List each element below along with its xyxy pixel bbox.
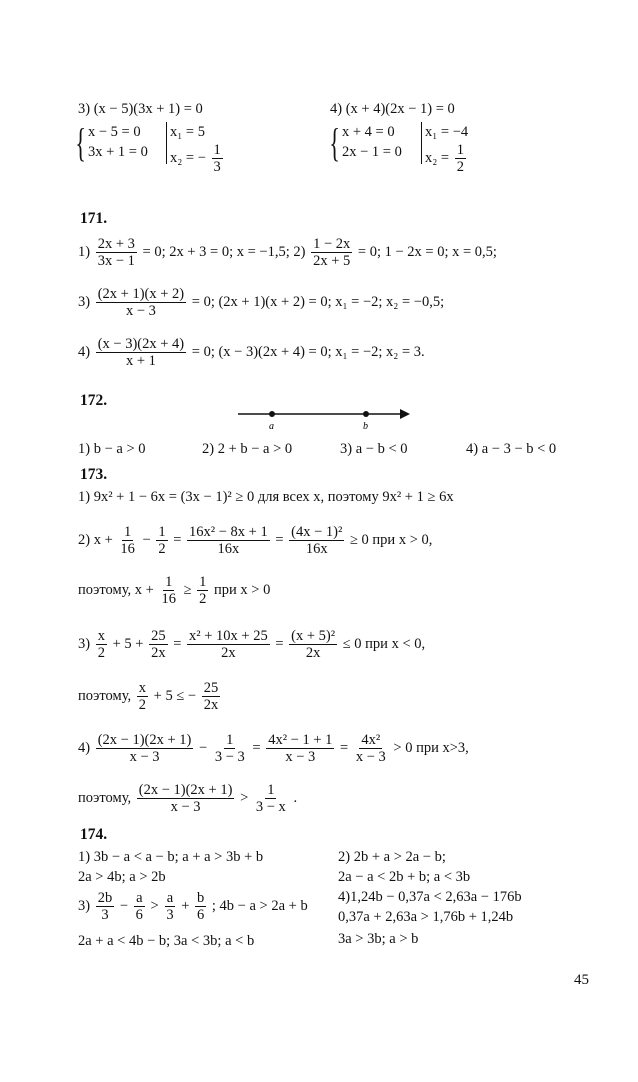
- item-number: 3): [78, 293, 91, 310]
- fraction: [149, 628, 168, 661]
- numerator: 1: [456, 142, 464, 158]
- fraction: [213, 732, 247, 765]
- numerator: a: [166, 890, 174, 906]
- ineq-173-2: [78, 524, 432, 557]
- fraction: [187, 628, 270, 661]
- system-170-4-right: [421, 122, 469, 175]
- fraction: [134, 890, 145, 923]
- item-number: 1): [78, 243, 91, 260]
- numerator: 2b: [97, 890, 113, 906]
- denominator: 3: [213, 159, 221, 175]
- equation-text: = 0; 1 − 2x = 0; x = 0,5;: [357, 243, 497, 260]
- ineq-174-1: 1) 3b − a < a − b; a + a > 3b + b: [78, 849, 264, 865]
- denominator: x − 3: [355, 749, 386, 765]
- numerator: 1: [213, 142, 221, 158]
- equation-text: поэтому,: [78, 687, 132, 704]
- point-a: [269, 411, 275, 417]
- denominator: 6: [197, 907, 205, 923]
- operator: + 5 +: [112, 635, 144, 652]
- equation-text: > 0 при x>3,: [393, 739, 469, 756]
- system-170-3-left: [88, 122, 148, 162]
- numerator: a: [136, 890, 143, 906]
- denominator: 2x: [151, 645, 166, 661]
- numerator: 1: [165, 574, 173, 590]
- operator: −: [199, 739, 208, 756]
- problem-174-title: 174.: [80, 826, 108, 843]
- numerator: 25: [203, 680, 219, 696]
- item-number: 3): [78, 635, 91, 652]
- fraction: [187, 524, 270, 557]
- ineq-174-3: [78, 890, 308, 923]
- numerator: x: [138, 680, 147, 696]
- ineq-172-3: 3) a − b < 0: [340, 441, 408, 457]
- ineq-174-3b: 2a + a < 4b − b; 3a < 3b; a < b: [78, 933, 255, 949]
- fraction: [96, 236, 137, 269]
- equation-text: .: [293, 789, 298, 806]
- operator: =: [252, 739, 261, 756]
- ineq-172-1: 1) b − a > 0: [78, 441, 146, 457]
- label-b: b: [363, 421, 368, 430]
- denominator: x + 1: [125, 353, 156, 369]
- denominator: 3: [101, 907, 109, 923]
- denominator: 2: [97, 645, 105, 661]
- numerator: 4x²: [361, 732, 381, 748]
- numerator: (4x − 1)²: [291, 524, 343, 540]
- equation-text: поэтому,: [78, 789, 132, 806]
- system-170-4-left: [342, 122, 402, 162]
- ineq-174-1b: 2a > 4b; a > 2b: [78, 869, 166, 885]
- numerator: 4x² − 1 + 1: [268, 732, 333, 748]
- fraction: [96, 336, 186, 369]
- fraction: [96, 890, 115, 923]
- fraction: [96, 628, 107, 661]
- numerator: 1: [158, 524, 166, 540]
- equation-text: = 0; (x − 3)(2x + 4) = 0; x₁ = −2; x₂ = 3.: [191, 343, 425, 360]
- operator: + 5 ≤ −: [153, 687, 197, 704]
- fraction: [96, 286, 186, 319]
- fraction: [137, 782, 235, 815]
- denominator: 16: [161, 591, 176, 607]
- page-number: 45: [574, 972, 589, 988]
- root-label: x₂ = −: [170, 149, 206, 166]
- numerator: (x − 3)(2x + 4): [97, 336, 185, 352]
- ineq-174-2b: 2a − a < 2b + b; a < 3b: [338, 869, 471, 885]
- eq-171-1: [78, 236, 497, 269]
- fraction: [311, 236, 352, 269]
- operator: ≥: [183, 581, 192, 598]
- numerator: b: [197, 890, 205, 906]
- denominator: 2x: [203, 697, 219, 713]
- denominator: 3x − 1: [97, 253, 135, 269]
- equation-text: = 0; 2x + 3 = 0; x = −1,5; 2): [142, 243, 306, 260]
- arrow-head-icon: [400, 409, 410, 419]
- problem-172-title: 172.: [80, 392, 108, 409]
- denominator: 16x: [305, 541, 328, 557]
- numerator: 2x + 3: [97, 236, 135, 252]
- fraction: [354, 732, 388, 765]
- denominator: 2x + 5: [313, 253, 351, 269]
- operator: >: [150, 897, 159, 914]
- point-b: [363, 411, 369, 417]
- denominator: 2: [158, 541, 166, 557]
- numerator: 16x² − 8x + 1: [189, 524, 268, 540]
- operator: =: [173, 635, 182, 652]
- numerator: 1: [124, 524, 132, 540]
- fraction: [164, 890, 175, 923]
- denominator: 16x: [217, 541, 240, 557]
- numerator: 1 − 2x: [313, 236, 351, 252]
- numerator: (2x + 1)(x + 2): [97, 286, 185, 302]
- item-number: 4): [78, 343, 91, 360]
- equation-text: поэтому, x +: [78, 581, 154, 598]
- problem-171-title: 171.: [80, 210, 108, 227]
- operator: +: [181, 897, 190, 914]
- equation-text: 2) x +: [78, 531, 113, 548]
- system-root: [170, 142, 225, 175]
- ineq-173-3: [78, 628, 425, 661]
- fraction: [266, 732, 334, 765]
- fraction: [118, 524, 137, 557]
- system-line: x − 5 = 0: [88, 124, 141, 140]
- fraction: [156, 524, 167, 557]
- fraction: [455, 142, 466, 175]
- fraction: [195, 890, 206, 923]
- numerator: 1: [226, 732, 234, 748]
- equation-text: ≤ 0 при x < 0,: [342, 635, 426, 652]
- numerator: x² + 10x + 25: [189, 628, 268, 644]
- operator: >: [240, 789, 249, 806]
- operator: =: [275, 531, 284, 548]
- fraction: [289, 524, 344, 557]
- eq-170-4: 4) (x + 4)(2x − 1) = 0: [330, 101, 455, 117]
- system-line: x + 4 = 0: [342, 124, 395, 140]
- ineq-173-4: [78, 732, 469, 765]
- operator: −: [142, 531, 151, 548]
- denominator: x − 3: [285, 749, 316, 765]
- system-root: x₁ = 5: [170, 124, 205, 140]
- denominator: 3: [166, 907, 174, 923]
- denominator: 2x: [305, 645, 321, 661]
- fraction: [197, 574, 208, 607]
- fraction: [137, 680, 148, 713]
- system-brace: {: [329, 120, 340, 165]
- denominator: 3 − 3: [214, 749, 245, 765]
- ineq-173-4-conclusion: [78, 782, 297, 815]
- numerator: (2x − 1)(2x + 1): [138, 782, 233, 798]
- ineq-172-4: 4) a − 3 − b < 0: [466, 441, 557, 457]
- fraction: [212, 142, 223, 175]
- fraction: [289, 628, 337, 661]
- denominator: 16: [120, 541, 135, 557]
- eq-170-3: 3) (x − 5)(3x + 1) = 0: [78, 101, 203, 117]
- ineq-174-2: 2) 2b + a > 2a − b;: [338, 849, 446, 865]
- denominator: 3 − x: [255, 799, 286, 815]
- ineq-173-2-conclusion: [78, 574, 270, 607]
- numerator: 1: [199, 574, 207, 590]
- operator: =: [173, 531, 182, 548]
- numerator: (x + 5)²: [291, 628, 336, 644]
- denominator: 6: [135, 907, 143, 923]
- eq-171-3: [78, 286, 444, 319]
- ineq-174-4b: 0,37a + 2,63a > 1,76b + 1,24b: [338, 909, 514, 925]
- system-line: 2x − 1 = 0: [342, 144, 402, 160]
- root-label: x₂ =: [425, 149, 450, 166]
- system-root: x₁ = −4: [425, 124, 469, 140]
- system-170-3-right: [166, 122, 225, 175]
- denominator: x − 3: [129, 749, 160, 765]
- ineq-173-3-conclusion: [78, 680, 222, 713]
- equation-text: ; 4b − a > 2a + b: [211, 897, 308, 914]
- numerator: (2x − 1)(2x + 1): [97, 732, 192, 748]
- fraction: [96, 732, 194, 765]
- numerator: 1: [267, 782, 275, 798]
- operator: =: [275, 635, 284, 652]
- denominator: x − 3: [125, 303, 156, 319]
- operator: =: [340, 739, 349, 756]
- equation-text: ≥ 0 при x > 0,: [349, 531, 433, 548]
- item-number: 4): [78, 739, 91, 756]
- denominator: x − 3: [170, 799, 201, 815]
- numerator: 25: [151, 628, 166, 644]
- fraction: [202, 680, 221, 713]
- ineq-172-2: 2) 2 + b − a > 0: [202, 441, 293, 457]
- eq-171-4: [78, 336, 425, 369]
- denominator: 2: [138, 697, 147, 713]
- ineq-174-4: 4)1,24b − 0,37a < 2,63a − 176b: [338, 889, 522, 905]
- numerator: x: [97, 628, 105, 644]
- problem-173-title: 173.: [80, 466, 108, 483]
- number-line: [232, 404, 412, 430]
- operator: −: [119, 897, 129, 914]
- fraction: [254, 782, 288, 815]
- system-line: 3x + 1 = 0: [88, 144, 148, 160]
- fraction: [159, 574, 178, 607]
- denominator: 2x: [221, 645, 236, 661]
- equation-text: при x > 0: [214, 581, 271, 598]
- system-brace: {: [75, 120, 86, 165]
- system-root: [425, 142, 468, 175]
- item-number: 3): [78, 897, 91, 914]
- equation-text: = 0; (2x + 1)(x + 2) = 0; x₁ = −2; x₂ = −0,5;: [191, 293, 445, 310]
- denominator: 2: [199, 591, 207, 607]
- ineq-174-4c: 3a > 3b; a > b: [338, 931, 419, 947]
- denominator: 2: [456, 159, 464, 175]
- label-a: a: [269, 421, 274, 430]
- ineq-173-1: 1) 9x² + 1 − 6x = (3x − 1)² ≥ 0 для всех x, поэтому 9x² + 1 ≥ 6x: [78, 489, 454, 505]
